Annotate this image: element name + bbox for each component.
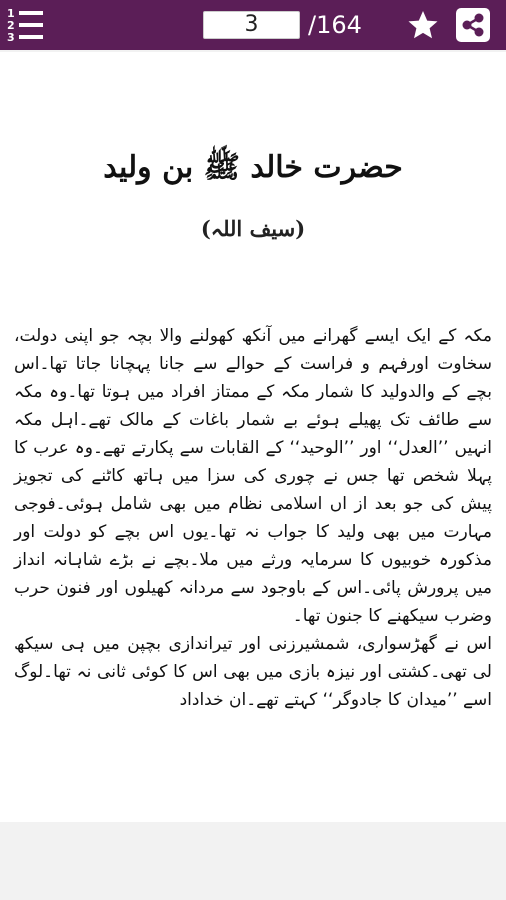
page-subtitle: (سیف اللہ) bbox=[200, 216, 306, 241]
book-page bbox=[0, 52, 506, 822]
star-icon[interactable] bbox=[406, 8, 440, 42]
svg-text:1: 1 bbox=[7, 7, 15, 20]
svg-text:2: 2 bbox=[7, 19, 15, 32]
total-pages-label: /164 bbox=[308, 11, 362, 39]
share-icon[interactable] bbox=[456, 8, 490, 42]
page-number-input[interactable]: 3 bbox=[203, 11, 300, 39]
numbered-list-icon[interactable] bbox=[4, 6, 50, 44]
paragraph: مکہ کے ایک ایسے گھرانے میں آنکھ کھولنے والا بچہ جو اپنی دولت، سخاوت اورفہم و فراست کے حوالے سے جانا پہچانا جاتا تھا۔اس بچے کے والدولید کا شمار مکہ کے ممتاز افراد میں ہوتا تھا۔وہ مکہ سے طائف تک پھیلے ہوئے بے شمار باغات کے مالک تھے۔اہل مکہ انہیں ’’العدل‘‘ اور ’’الوحید‘‘ کے القابات سے پکارتے تھے۔وہ عرب کا پہلا شخص تھا جس نے چوری کی سزا میں ہاتھ کاٹنے کی تجویز پیش کی جو بعد از اں اسلامی نظام میں بھی شامل ہوئی۔فوجی مہارت میں بھی ولید کا جواب نہ تھا۔یوں اس بچے کو دولت اور مذکورہ خوبیوں کا سرمایہ ورثے میں ملا۔بچے نے بڑے شاہانہ انداز میں پرورش پائی۔اس کے باوجود سے مردانہ کھیلوں اور فنون حرب وضرب سیکھنے کا جنون تھا۔ bbox=[14, 326, 492, 626]
article-body bbox=[14, 322, 492, 714]
top-toolbar bbox=[0, 0, 506, 50]
svg-text:3: 3 bbox=[7, 31, 15, 44]
paragraph: اس نے گھڑسواری، شمشیرزنی اور تیراندازی بچپن میں ہی سیکھ لی تھی۔کشتی اور نیزہ بازی میں بھی اس کا کوئی ثانی نہ تھا۔لوگ اسے ’’میدان کا جادوگر‘‘ کہتے تھے۔ان خداداد bbox=[14, 634, 492, 710]
page-title: حضرت خالد ﷺ بن ولید bbox=[103, 150, 403, 185]
